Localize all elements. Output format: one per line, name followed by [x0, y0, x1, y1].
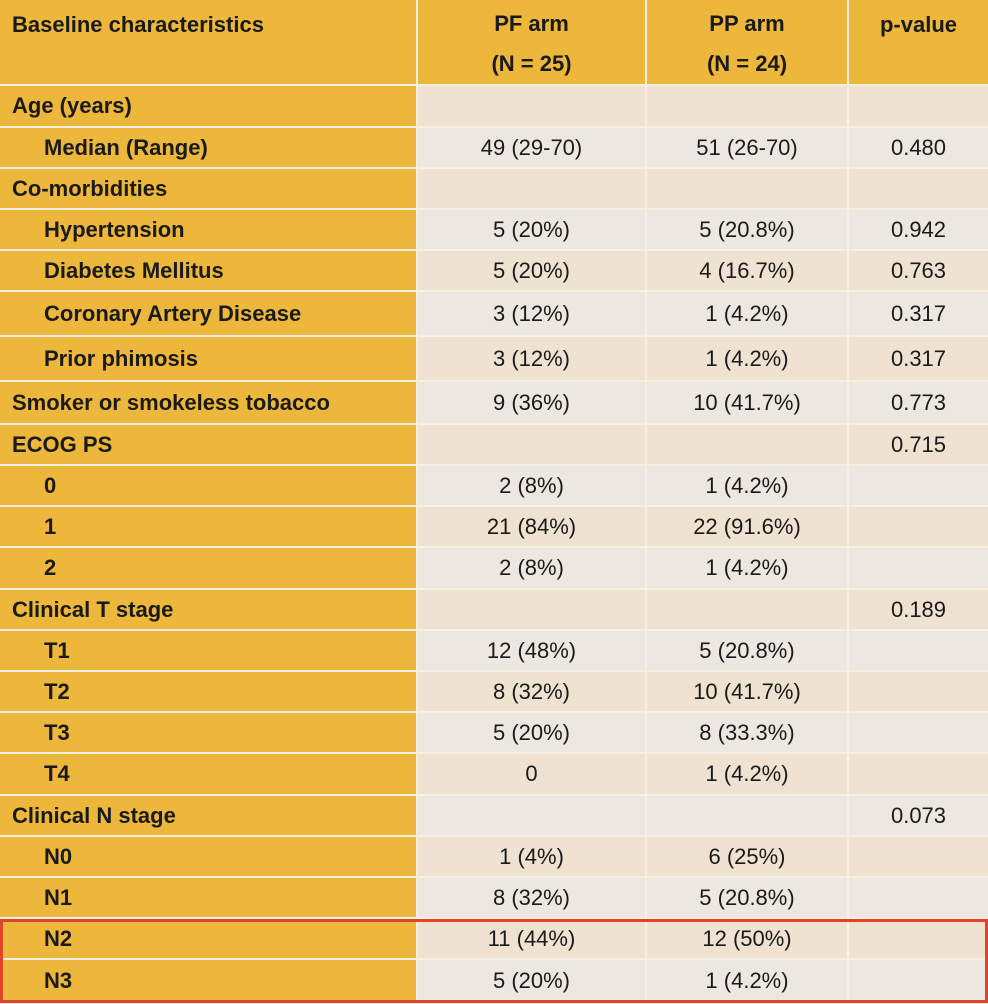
p-value-cell: 0.763 [849, 251, 988, 292]
table-row [0, 128, 988, 169]
table-row [0, 960, 988, 1004]
p-value-cell [849, 837, 988, 878]
table-header-row [0, 0, 988, 86]
pf-arm-cell: 5 (20%) [418, 713, 647, 754]
pf-arm-cell [418, 796, 647, 837]
pf-arm-cell: 8 (32%) [418, 672, 647, 713]
p-value-cell [849, 631, 988, 672]
header-pf-arm [418, 0, 647, 86]
row-label: Clinical N stage [0, 796, 418, 837]
p-value-cell [849, 466, 988, 507]
table-row [0, 713, 988, 754]
header-baseline-characteristics: Baseline characteristics [0, 0, 418, 86]
pp-arm-cell: 51 (26-70) [647, 128, 849, 169]
p-value-cell: 0.317 [849, 337, 988, 382]
row-label: 0 [0, 466, 418, 507]
p-value-cell: 0.480 [849, 128, 988, 169]
row-label: Smoker or smokeless tobacco [0, 382, 418, 425]
row-label: Age (years) [0, 86, 418, 128]
table-row [0, 337, 988, 382]
row-label: 2 [0, 548, 418, 590]
pp-arm-cell [647, 796, 849, 837]
p-value-cell [849, 713, 988, 754]
pp-arm-cell: 1 (4.2%) [647, 960, 849, 1004]
p-value-cell [849, 548, 988, 590]
pf-arm-cell: 12 (48%) [418, 631, 647, 672]
pp-arm-cell: 5 (20.8%) [647, 878, 849, 919]
row-label: Coronary Artery Disease [0, 292, 418, 337]
table-row [0, 837, 988, 878]
p-value-cell [849, 672, 988, 713]
table-row [0, 466, 988, 507]
table-row [0, 754, 988, 796]
table-row [0, 878, 988, 919]
pp-arm-cell [647, 425, 849, 466]
p-value-cell: 0.317 [849, 292, 988, 337]
row-label: T1 [0, 631, 418, 672]
pf-arm-cell: 2 (8%) [418, 466, 647, 507]
pp-arm-cell: 22 (91.6%) [647, 507, 849, 548]
pf-arm-cell: 5 (20%) [418, 210, 647, 251]
header-pf-arm-title: PF arm [494, 11, 569, 36]
pp-arm-cell [647, 169, 849, 210]
pp-arm-cell: 10 (41.7%) [647, 672, 849, 713]
header-pf-arm-n: (N = 25) [491, 51, 572, 76]
row-label: T4 [0, 754, 418, 796]
p-value-cell [849, 878, 988, 919]
table-row [0, 796, 988, 837]
header-pp-arm-n: (N = 24) [706, 51, 788, 76]
table-row [0, 251, 988, 292]
row-label: N1 [0, 878, 418, 919]
pp-arm-cell: 1 (4.2%) [647, 754, 849, 796]
table-row [0, 548, 988, 590]
p-value-cell: 0.942 [849, 210, 988, 251]
pp-arm-cell: 1 (4.2%) [647, 548, 849, 590]
p-value-cell [849, 754, 988, 796]
pp-arm-cell: 5 (20.8%) [647, 210, 849, 251]
row-label: N2 [0, 919, 418, 960]
pp-arm-cell: 6 (25%) [647, 837, 849, 878]
row-label: Hypertension [0, 210, 418, 251]
pp-arm-cell: 12 (50%) [647, 919, 849, 960]
p-value-cell [849, 507, 988, 548]
pf-arm-cell: 1 (4%) [418, 837, 647, 878]
pf-arm-cell: 3 (12%) [418, 292, 647, 337]
pf-arm-cell: 2 (8%) [418, 548, 647, 590]
row-label: Median (Range) [0, 128, 418, 169]
header-p-value: p-value [849, 0, 988, 86]
header-pp-arm [647, 0, 849, 86]
header-pp-arm-title: PP arm [709, 11, 785, 36]
pp-arm-cell: 1 (4.2%) [647, 292, 849, 337]
p-value-cell: 0.073 [849, 796, 988, 837]
pf-arm-cell: 5 (20%) [418, 251, 647, 292]
pp-arm-cell: 1 (4.2%) [647, 337, 849, 382]
pp-arm-cell: 10 (41.7%) [647, 382, 849, 425]
table-row [0, 507, 988, 548]
pf-arm-cell [418, 86, 647, 128]
row-label: ECOG PS [0, 425, 418, 466]
table-row [0, 210, 988, 251]
pf-arm-cell: 21 (84%) [418, 507, 647, 548]
p-value-cell: 0.189 [849, 590, 988, 631]
p-value-cell [849, 960, 988, 1004]
pp-arm-cell: 8 (33.3%) [647, 713, 849, 754]
p-value-cell [849, 169, 988, 210]
pp-arm-cell [647, 86, 849, 128]
table-row [0, 631, 988, 672]
row-label: N0 [0, 837, 418, 878]
pf-arm-cell [418, 590, 647, 631]
pf-arm-cell: 5 (20%) [418, 960, 647, 1004]
pf-arm-cell [418, 169, 647, 210]
table-row [0, 425, 988, 466]
row-label: 1 [0, 507, 418, 548]
table-row [0, 292, 988, 337]
p-value-cell: 0.773 [849, 382, 988, 425]
row-label: T2 [0, 672, 418, 713]
pf-arm-cell: 11 (44%) [418, 919, 647, 960]
table-row [0, 382, 988, 425]
table-row [0, 672, 988, 713]
p-value-cell [849, 86, 988, 128]
row-label: Diabetes Mellitus [0, 251, 418, 292]
pp-arm-cell: 5 (20.8%) [647, 631, 849, 672]
row-label: N3 [0, 960, 418, 1004]
pf-arm-cell: 0 [418, 754, 647, 796]
table-row [0, 169, 988, 210]
pp-arm-cell: 4 (16.7%) [647, 251, 849, 292]
table-row [0, 86, 988, 128]
row-label: T3 [0, 713, 418, 754]
p-value-cell: 0.715 [849, 425, 988, 466]
table-row [0, 590, 988, 631]
pf-arm-cell: 49 (29-70) [418, 128, 647, 169]
pf-arm-cell: 3 (12%) [418, 337, 647, 382]
pf-arm-cell: 9 (36%) [418, 382, 647, 425]
table-row [0, 919, 988, 960]
row-label: Co-morbidities [0, 169, 418, 210]
pf-arm-cell: 8 (32%) [418, 878, 647, 919]
pp-arm-cell [647, 590, 849, 631]
pf-arm-cell [418, 425, 647, 466]
row-label: Clinical T stage [0, 590, 418, 631]
p-value-cell [849, 919, 988, 960]
row-label: Prior phimosis [0, 337, 418, 382]
pp-arm-cell: 1 (4.2%) [647, 466, 849, 507]
